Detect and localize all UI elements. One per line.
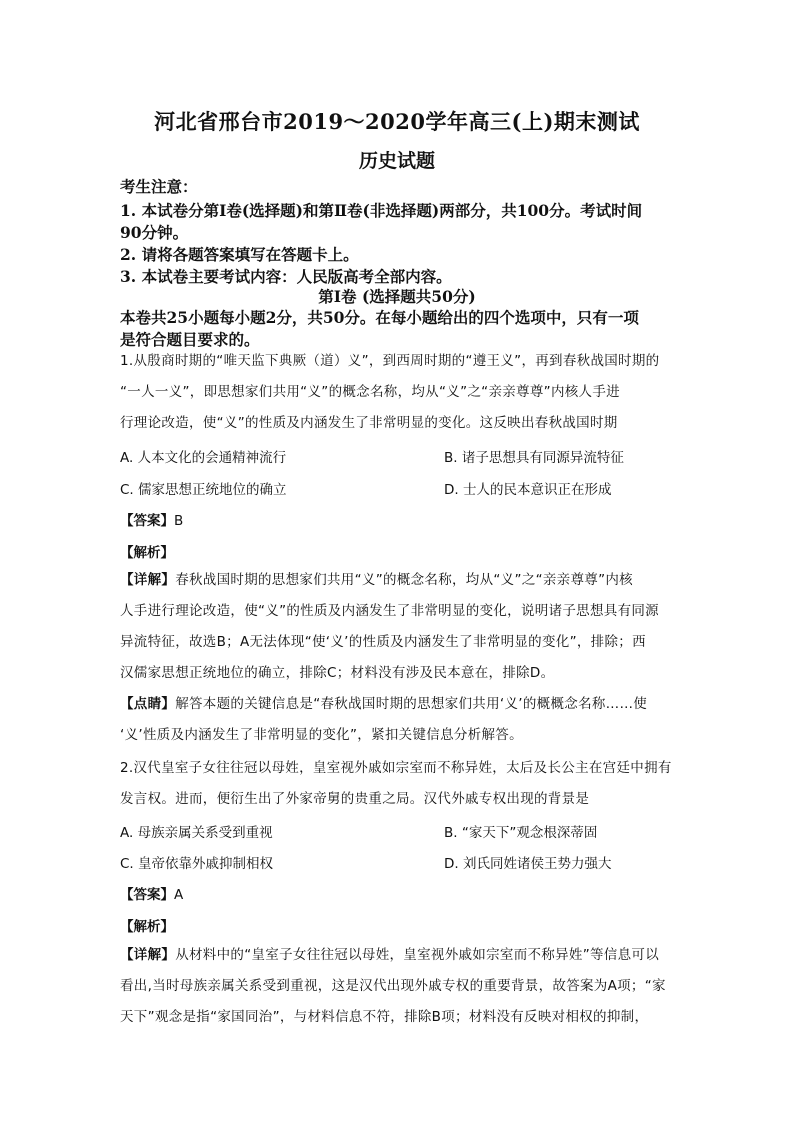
q1-stem-line-3: 行理论改造，使“义”的性质及内涵发生了非常明显的变化。这反映出春秋战国时期 (120, 415, 618, 431)
q1-option-b: B. 诸子思想具有同源异流特征 (444, 450, 624, 466)
section-1-intro-line-2: 是符合题目要求的。 (120, 330, 260, 349)
q1-stem-line-1: 1.从殷商时期的“唯天监下典厥（道）义”，到西周时期的“遵王义”，再到春秋战国时期的 (120, 353, 660, 369)
q1-option-c: C. 儒家思想正统地位的确立 (120, 482, 287, 498)
q1-answer-value: B (174, 513, 184, 529)
notice-item-2: 2. 请将各题答案填写在答题卡上。 (120, 245, 359, 264)
q1-tip-text-1: 解答本题的关键信息是“春秋战国时期的思想家们共用‘义’的概概念名称……使 (175, 696, 648, 712)
q2-answer-label: 【答案】 (120, 887, 174, 903)
q1-detail-text-1: 春秋战国时期的思想家们共用“义”的概念名称，均从“义”之“亲亲尊尊”内核 (175, 572, 633, 588)
q1-detail-label: 【详解】 (120, 572, 176, 588)
q1-answer (120, 509, 183, 529)
q2-detail-line-3: 天下”观念是指“家国同治”，与材料信息不符，排除B项；材料没有反映对相权的抑制， (120, 1009, 649, 1025)
q1-detail-line-2: 人手进行理论改造，使“义”的性质及内涵发生了非常明显的变化，说明诸子思想具有同源 (120, 603, 659, 619)
section-1-title: 第Ⅰ卷 (选择题共50分) (318, 287, 476, 306)
q2-stem-line-2: 发言权。进而，便衍生出了外家帝舅的贵重之局。汉代外戚专权出现的背景是 (120, 791, 590, 807)
q2-detail-line-1 (120, 940, 680, 971)
q2-analysis-label: 【解析】 (120, 919, 174, 935)
q1-analysis-label: 【解析】 (120, 545, 174, 561)
q1-detail-line-4: 汉儒家思想正统地位的确立，排除C；材料没有涉及民本意在，排除D。 (120, 665, 555, 681)
q1-option-d: D. 士人的民本意识正在形成 (444, 482, 612, 498)
q2-option-c: C. 皇帝依靠外戚抑制相权 (120, 856, 274, 872)
exam-title: 河北省邢台市2019～2020学年高三(上)期末测试 (154, 109, 640, 134)
notice-item-1-line-2: 90分钟。 (120, 223, 189, 242)
q2-option-d: D. 刘氏同姓诸侯王势力强大 (444, 856, 612, 872)
q1-detail-line-3: 异流特征，故选B；A无法体现“使‘义’的性质及内涵发生了非常明显的变化”，排除；西 (120, 634, 646, 650)
q1-option-a: A. 人本文化的会通精神流行 (120, 450, 287, 466)
q1-detail-line-1 (120, 565, 680, 596)
q1-answer-label: 【答案】 (120, 513, 174, 529)
q2-detail-line-2: 看出,当时母族亲属关系受到重视，这是汉代出现外戚专权的重要背景，故答案为A项；“家 (120, 978, 666, 994)
q2-stem-line-1: 2.汉代皇室子女往往冠以母姓，皇室视外戚如宗室而不称异姓，太后及长公主在宫廷中拥有 (120, 760, 672, 776)
section-1-intro-line-1: 本卷共25小题每小题2分，共50分。在每小题给出的四个选项中，只有一项 (120, 308, 639, 327)
exam-subtitle: 历史试题 (358, 150, 435, 172)
q1-tip-line-1 (120, 689, 680, 720)
q1-tip-line-2: ‘义’性质及内涵发生了非常明显的变化”，紧扣关键信息分析解答。 (120, 727, 523, 743)
notice-heading: 考生注意： (120, 177, 198, 196)
q2-detail-text-1: 从材料中的“皇室子女往往冠以母姓，皇室视外戚如宗室而不称异姓”等信息可以 (175, 947, 659, 963)
q1-tip-label: 【点睛】 (120, 696, 176, 712)
q2-detail-label: 【详解】 (120, 947, 176, 963)
q1-stem-line-2: “一人一义”，即思想家们共用“义”的概念名称，均从“义”之“亲亲尊尊”内核人手进 (120, 384, 620, 400)
notice-item-3: 3. 本试卷主要考试内容：人民版高考全部内容。 (120, 267, 452, 286)
notice-item-1-line-1: 1. 本试卷分第Ⅰ卷(选择题)和第Ⅱ卷(非选择题)两部分，共100分。考试时间 (120, 201, 643, 220)
q2-answer (120, 883, 183, 903)
q2-answer-value: A (174, 887, 184, 903)
q2-option-b: B. “家天下”观念根深蒂固 (444, 825, 598, 841)
q2-option-a: A. 母族亲属关系受到重视 (120, 825, 273, 841)
